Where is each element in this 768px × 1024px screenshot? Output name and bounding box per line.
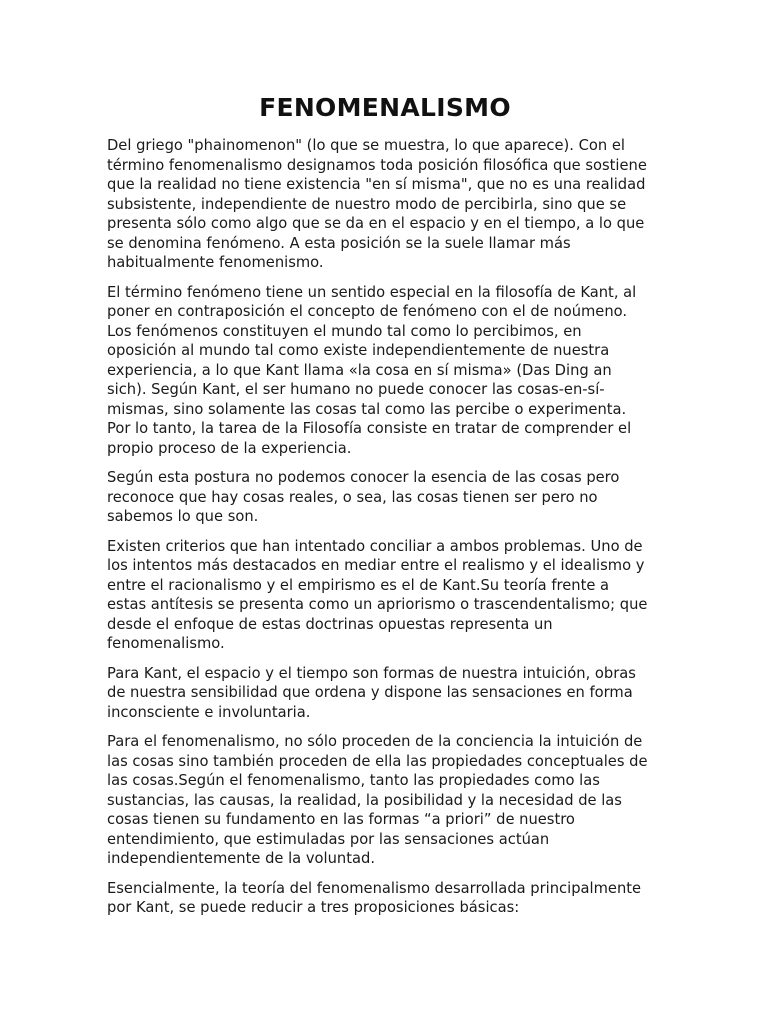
paragraph-1 <box>107 136 663 273</box>
text-line: desde el enfoque de estas doctrinas opuestas representa un <box>107 615 553 633</box>
text-line: poner en contraposición el concepto de fenómeno con el de noúmeno. <box>107 303 628 320</box>
text-line: cosas tienen su fundamento en las formas “a priori” de nuestro <box>107 811 575 828</box>
text-line: oposición al mundo tal como existe independientemente de nuestra <box>107 342 610 359</box>
paragraph-5 <box>107 664 663 723</box>
text-line: las cosas sino también proceden de ella las propiedades conceptuales de <box>107 752 648 770</box>
text-line: que la realidad no tiene existencia "en sí misma", que no es una realidad <box>107 176 646 193</box>
text-line: sustancias, las causas, la realidad, la posibilidad y la necesidad de las <box>107 791 622 809</box>
text-line: Esencialmente, la teoría del fenomenalismo desarrollada principalmente <box>107 879 642 897</box>
text-line: subsistente, independiente de nuestro modo de percibirla, sino que se <box>107 195 627 213</box>
text-line: reconoce que hay cosas reales, o sea, las cosas tienen ser pero no <box>107 488 598 506</box>
text-line: experiencia, a lo que Kant llama «la cosa en sí misma» (Das Ding an <box>107 361 612 379</box>
text-line: sich). Según Kant, el ser humano no puede conocer las cosas-en-sí- <box>107 381 605 398</box>
text-line: fenomenalismo. <box>107 635 225 652</box>
text-line: término fenomenalismo designamos toda posición filosófica que sostiene <box>107 156 647 174</box>
text-line: habitualmente fenomenismo. <box>107 254 324 271</box>
text-line: Para Kant, el espacio y el tiempo son formas de nuestra intuición, obras <box>107 664 636 682</box>
text-line: Según esta postura no podemos conocer la esencia de las cosas pero <box>107 469 620 486</box>
text-line: propio proceso de la experiencia. <box>107 439 352 457</box>
paragraph-4 <box>107 537 663 654</box>
text-line: independientemente de la voluntad. <box>107 850 375 867</box>
text-line: las cosas.Según el fenomenalismo, tanto las propiedades como las <box>107 772 600 789</box>
text-line: los intentos más destacados en mediar entre el realismo y el idealismo y <box>107 557 645 574</box>
text-line: Existen criterios que han intentado conciliar a ambos problemas. Uno de <box>107 537 643 555</box>
paragraph-7 <box>107 879 663 918</box>
text-line: entre el racionalismo y el empirismo es el de Kant.Su teoría frente a <box>107 576 610 594</box>
text-line: de nuestra sensibilidad que ordena y dispone las sensaciones en forma <box>107 684 633 701</box>
paragraph-3 <box>107 468 663 527</box>
text-line: mismas, sino solamente las cosas tal como las percibe o experimenta. <box>107 400 627 418</box>
text-line: inconsciente e involuntaria. <box>107 703 311 721</box>
text-line: Por lo tanto, la tarea de la Filosofía consiste en tratar de comprender el <box>107 420 632 437</box>
text-line: estas antítesis se presenta como un apriorismo o trascendentalismo; que <box>107 596 648 613</box>
document-title: FENOMENALISMO <box>259 93 511 122</box>
text-line: Los fenómenos constituyen el mundo tal como lo percibimos, en <box>107 322 582 340</box>
text-line: Para el fenomenalismo, no sólo proceden de la conciencia la intuición de <box>107 733 643 750</box>
paragraph-2 <box>107 283 663 459</box>
text-line: se denomina fenómeno. A esta posición se la suele llamar más <box>107 234 571 252</box>
text-line: Del griego "phainomenon" (lo que se muestra, lo que aparece). Con el <box>107 137 625 154</box>
text-line: presenta sólo como algo que se da en el espacio y en el tiempo, a lo que <box>107 215 645 232</box>
paragraph-6 <box>107 732 663 869</box>
text-line: sabemos lo que son. <box>107 508 259 525</box>
text-line: entendimiento, que estimuladas por las sensaciones actúan <box>107 830 550 848</box>
document-page <box>107 92 663 928</box>
text-line: por Kant, se puede reducir a tres proposiciones básicas: <box>107 899 520 916</box>
text-line: El término fenómeno tiene un sentido especial en la filosofía de Kant, al <box>107 283 637 301</box>
